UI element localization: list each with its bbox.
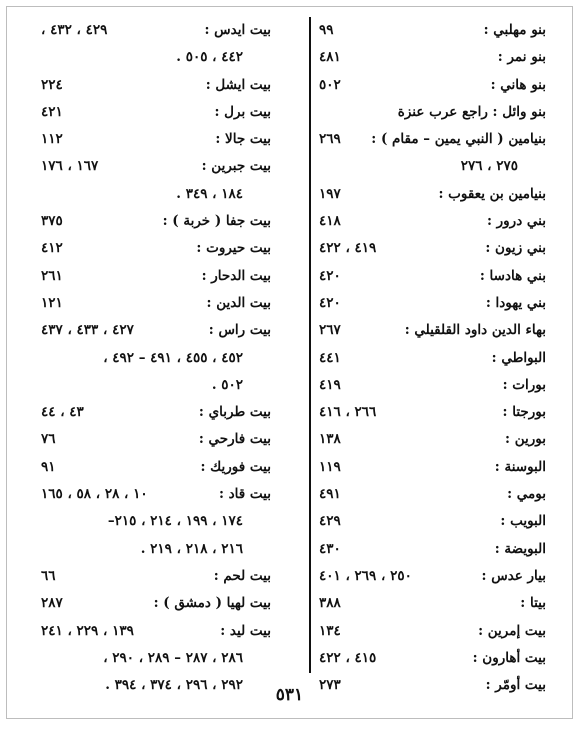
entry-page-refs: ٣٨٨ [319,595,341,612]
entry-page-refs: ١٣٨ [319,431,341,448]
index-entry-continuation [41,645,271,672]
entry-page-refs: ٢٨٦ ، ٢٨٧ – ٢٨٩ ، ٢٩٠ ، [103,649,243,666]
index-entry [319,454,546,481]
index-entry [319,563,546,590]
entry-name: بيت ليد : [220,622,271,639]
index-entry [319,263,546,290]
index-entry [319,399,546,426]
entry-name: بني هادسا : [479,267,546,284]
index-entry [319,235,546,262]
entry-page-refs: ٤٩١ [319,486,341,503]
index-entry [41,481,271,508]
entry-name: بيت أومّر : [485,677,546,694]
entry-name: بنيامين ( النبي يمين – مقام ) : [371,131,546,148]
entry-name: بنيامين بن يعقوب : [438,185,546,202]
entry-page-refs: ٣٧٥ [41,213,63,230]
entry-name: بيت جفا ( خربة ) : [162,213,271,230]
index-entry [41,426,271,453]
entry-name: بيار عدس : [481,567,546,584]
index-entry [319,44,546,71]
entry-page-refs: ١٢١ [41,294,63,311]
index-entry-continuation [41,181,271,208]
entry-page-refs: ٤٤١ [319,349,341,366]
entry-name: بهاء الدين داود القلقيلي : [404,322,546,339]
entry-name: بنو هاني : [490,76,546,93]
entry-page-refs: ٤١٥ ، ٤٢٢ [319,649,377,666]
entry-page-refs: ٥٠٢ [319,76,341,93]
entry-page-refs: ١٧٤ ، ١٩٩ ، ٢١٤ ، ٢١٥– [107,513,243,530]
index-entry [41,290,271,317]
entry-name: بومي : [507,486,546,503]
entry-page-refs: ١٨٤ ، ٣٤٩ . [176,185,243,202]
entry-page-refs: ٤٢٩ ، ٤٣٢ ، [41,22,108,38]
index-entry [41,208,271,235]
entry-name: بيت برل : [214,103,271,120]
entry-name: بيت طرباي : [198,404,271,421]
entry-name: بني درور : [486,213,546,230]
entry-name: بنو مهلبي : [483,22,546,38]
entry-page-refs [319,99,398,126]
index-entry [319,181,546,208]
page-number: ٥٣١ [275,685,304,705]
index-entry-continuation [41,44,271,71]
entry-name: البوسنة : [494,458,546,475]
index-entry [319,508,546,535]
entry-page-refs: ١١٢ [41,131,63,148]
entry-page-refs: ٢٧٥ ، ٢٧٦ [460,158,518,175]
index-entry-continuation [41,372,271,399]
entry-page-refs: ٢٩٢ ، ٢٩٦ ، ٣٧٤ ، ٣٩٤ . [105,677,243,694]
entry-page-refs: ٤٣ ، ٤٤ [41,404,84,421]
entry-name: البواطي : [491,349,546,366]
index-entry [41,72,271,99]
index-entry [41,235,271,262]
entry-page-refs: ٤١٩ ، ٤٢٢ [319,240,377,257]
entry-page-refs: ٩١ [41,458,56,475]
index-entry [319,17,546,44]
index-entry [41,99,271,126]
index-entry [319,618,546,645]
entry-name: بيت قاد : [218,486,271,503]
entry-page-refs: ٤٢٠ [319,294,341,311]
index-entry [319,317,546,344]
entry-name: بني يهودا : [485,294,546,311]
entry-page-refs: ٤٣٠ [319,540,341,557]
entry-page-refs: ٥٠٢ . [211,376,243,393]
entry-page-refs: ١٣٤ [319,622,341,639]
entry-page-refs: ٢١٦ ، ٢١٨ ، ٢١٩ . [140,540,243,557]
index-entry [319,426,546,453]
index-entry [319,126,546,153]
entry-name: بنو نمر : [497,49,546,66]
entry-name: بيت راس : [208,322,271,339]
index-entry [41,590,271,617]
index-entry [319,590,546,617]
index-entry-continuation [319,153,546,180]
index-entry [41,317,271,344]
entry-page-refs: ٤٤٢ ، ٥٠٥ . [176,49,243,66]
index-entry [319,372,546,399]
entry-name: بيت الدحار : [201,267,271,284]
index-page [6,6,573,719]
index-column-right [319,17,546,694]
entry-page-refs: ٢٧٣ [319,677,341,694]
entry-page-refs: ٦٦ [41,567,56,584]
index-entry [41,17,271,44]
entry-page-refs: ١٣٩ ، ٢٢٩ ، ٢٤١ [41,622,134,639]
entry-name: بيت حيروت : [196,240,271,257]
entry-name: بورات : [502,376,546,393]
entry-page-refs: ٢٢٤ [41,76,63,93]
entry-page-refs: ٤٢٩ [319,513,341,530]
entry-page-refs: ٢٥٠ ، ٢٦٩ ، ٤٠١ [319,567,412,584]
entry-page-refs: ٢٦٦ ، ٤١٦ [319,404,377,421]
index-entry [41,126,271,153]
entry-name: بيت فوريك : [200,458,271,475]
index-entry [319,481,546,508]
entry-page-refs: ٤٥٢ ، ٤٥٥ ، ٤٩١ – ٤٩٢ ، [103,349,243,366]
entry-page-refs: ١٦٧ ، ١٧٦ [41,158,99,175]
entry-name: البويضة : [494,540,546,557]
entry-page-refs: ٤١٢ [41,240,63,257]
entry-name: بيت لحم : [213,567,271,584]
entry-name: بيت جالا : [215,131,271,148]
entry-page-refs: ٢٦٩ [319,131,341,148]
entry-name: بيت فارحي : [198,431,271,448]
entry-page-refs: ٤١٩ [319,376,341,393]
index-entry-continuation [41,508,271,535]
index-entry [319,345,546,372]
index-entry-continuation [41,345,271,372]
index-entry [319,99,546,126]
index-column-left [41,17,271,694]
entry-name: بورين : [505,431,546,448]
index-entry [319,645,546,672]
entry-name: بورجتا : [502,404,546,421]
entry-page-refs: ٢٦١ [41,267,63,284]
index-entry [41,618,271,645]
entry-page-refs: ١٠ ، ٢٨ ، ٥٨ ، ١٦٥ [41,486,148,503]
entry-name: البويب : [500,513,546,530]
index-columns [41,17,546,694]
entry-page-refs: ١٩٧ [319,185,341,202]
entry-page-refs: ٤٢٧ ، ٤٣٣ ، ٤٣٧ [41,322,134,339]
index-entry [41,153,271,180]
entry-page-refs: ٩٩ [319,22,334,38]
entry-page-refs: ٤٨١ [319,49,341,66]
entry-name: بنو وائل : راجع عرب عنزة [397,103,546,120]
column-divider [309,17,311,673]
index-entry [41,263,271,290]
entry-name: بيتا : [520,595,546,612]
entry-name: بيت لهيا ( دمشق ) : [153,595,271,612]
entry-name: بني زيون : [485,240,546,257]
entry-page-refs: ٤١٨ [319,213,341,230]
entry-name: بيت إمرين : [478,622,546,639]
entry-name: بيت الدين : [206,294,271,311]
entry-name: بيت ايشل : [205,76,271,93]
entry-page-refs: ٧٦ [41,431,56,448]
index-entry [319,536,546,563]
index-entry-continuation [41,536,271,563]
entry-name: بيت جبرين : [201,158,271,175]
entry-page-refs: ١١٩ [319,458,341,475]
index-entry [41,399,271,426]
entry-page-refs: ٤٢١ [41,103,63,120]
index-entry [41,563,271,590]
entry-page-refs: ٢٨٧ [41,595,63,612]
index-entry [319,208,546,235]
index-entry [319,290,546,317]
index-entry [319,72,546,99]
entry-page-refs: ٤٢٠ [319,267,341,284]
index-entry [41,454,271,481]
entry-page-refs: ٢٦٧ [319,322,341,339]
entry-name: بيت أهارون : [472,649,546,666]
entry-name: بيت ايدس : [204,22,271,38]
